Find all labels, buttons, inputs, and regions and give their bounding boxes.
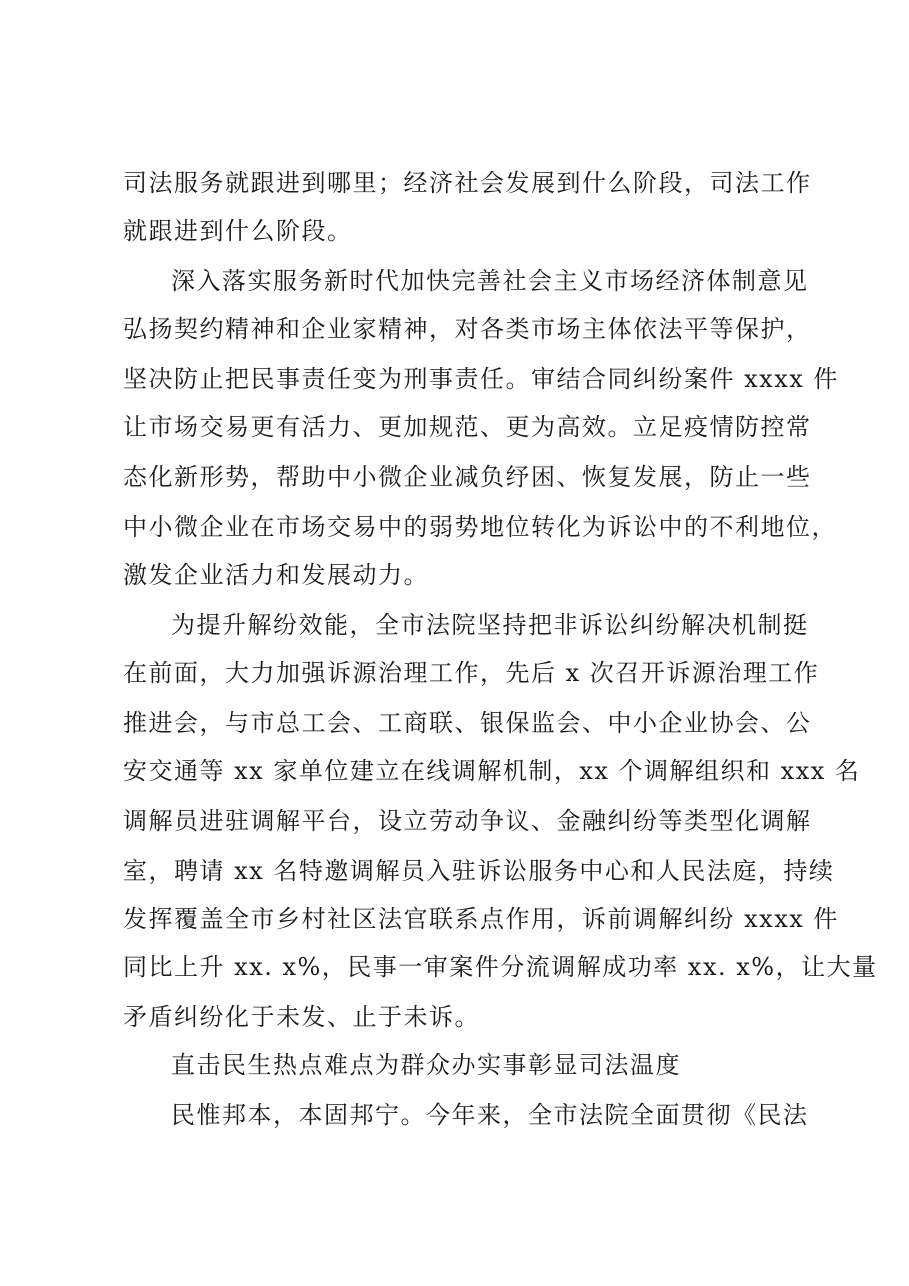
text-line: 安交通等 xx 家单位建立在线调解机制，xx 个调解组织和 xxx 名 [123,757,861,785]
text-line: 在前面，大力加强诉源治理工作，先后 x 次召开诉源治理工作 [123,659,820,687]
text-line: 中小微企业在市场交易中的弱势地位转化为诉讼中的不利地位， [123,513,837,541]
text-line: 弘扬契约精神和企业家精神，对各类市场主体依法平等保护， [123,315,812,343]
paragraph-first-line: 深入落实服务新时代加快完善社会主义市场经济体制意见 [171,267,809,295]
text-line: 坚决防止把民事责任变为刑事责任。审结合同纠纷案件 xxxx 件 [123,365,839,393]
paragraph-first-line: 民惟邦本，本固邦宁。今年来，全市法院全面贯彻《民法 [171,1101,809,1129]
text-line: 让市场交易更有活力、更加规范、更为高效。立足疫情防控常 [123,413,812,441]
text-line: 发挥覆盖全市乡村社区法官联系点作用，诉前调解纠纷 xxxx 件 [123,905,839,933]
text-line: 同比上升 xx. x%，民事一审案件分流调解成功率 xx. x%，让大量 [123,953,878,981]
text-line: 就跟进到什么阶段。 [123,217,353,245]
paragraph-first-line: 为提升解纷效能，全市法院坚持把非诉讼纠纷解决机制挺 [171,611,809,639]
text-line: 推进会，与市总工会、工商联、银保监会、中小企业协会、公 [123,709,812,737]
text-line: 室，聘请 xx 名特邀调解员入驻诉讼服务中心和人民法庭，持续 [123,857,835,885]
text-line: 激发企业活力和发展动力。 [123,561,429,589]
text-line: 态化新形势，帮助中小微企业减负纾困、恢复发展，防止一些 [123,463,812,491]
text-line: 司法服务就跟进到哪里；经济社会发展到什么阶段，司法工作 [123,169,812,197]
text-line: 矛盾纠纷化于未发、止于未诉。 [123,1003,480,1031]
section-heading: 直击民生热点难点为群众办实事彰显司法温度 [171,1051,681,1079]
text-line: 调解员进驻调解平台，设立劳动争议、金融纠纷等类型化调解 [123,807,812,835]
